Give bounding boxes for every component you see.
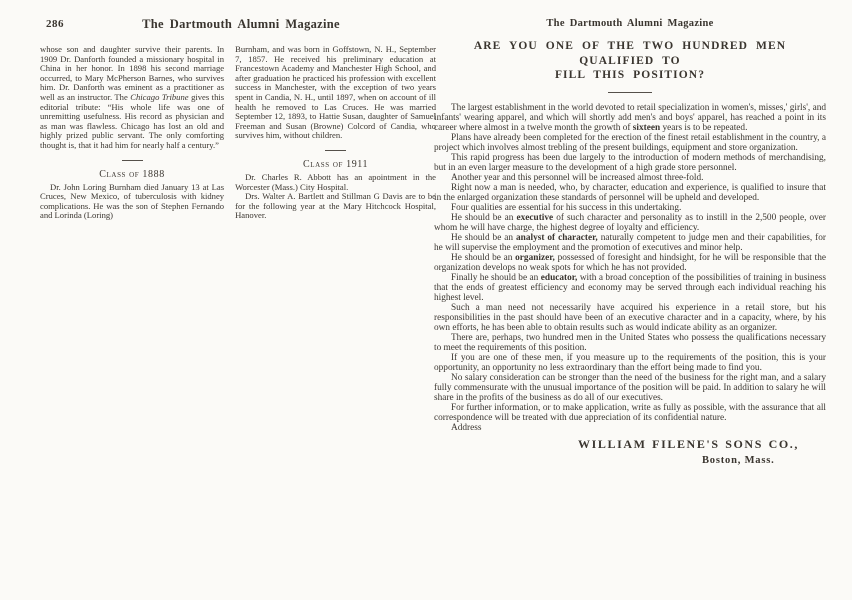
paragraph: No salary consideration can be stronger than the need of the business for the right man, and a salary fully commensurate with the unusual importance of the position will be paid. In addition to salary he will share in the profits of the business as do all of our executives.: [434, 372, 826, 403]
paragraph: He should be an analyst of character, naturally competent to judge men and their capabilities, for he will supervise the employment and the promotion of executives and minor help.: [434, 232, 826, 253]
magazine-title-left: The Dartmouth Alumni Magazine: [142, 17, 340, 31]
magazine-title-right: The Dartmouth Alumni Magazine: [546, 18, 714, 29]
paragraph: Address: [451, 422, 482, 433]
company-city: Boston, Mass.: [702, 454, 775, 466]
paragraph: There are, perhaps, two hundred men in the United States who possess the qualifications necessary to meet the requirements of this position.: [434, 332, 826, 353]
ad-title-line1: ARE YOU ONE OF THE TWO HUNDRED MEN QUALIFIED TO: [473, 40, 787, 67]
class-heading: Class of 1911: [302, 158, 369, 170]
paragraph: whose son and daughter survive their parents. In 1909 Dr. Danforth founded a missionary hospital in China in her honor. In 1898 his second marriage occurred, to Mary McPherson Barnes, who survives him. Dr. Danforth was eminent as a practitioner as well as an instructor. The Chicago Tribune gives this editorial tribute: “His whole life was one of unremitting usefulness. His record as physician and as man was flawless. Chicago has lost an old and highly prized public servant. The only comforting thought is, that it had him for nearly half a century.”: [40, 44, 225, 150]
right-page: [434, 18, 826, 466]
paragraph: This rapid progress has been due largely to the introduction of modern methods of merchandising, but in an even larger measure to the development of a high grade store personnel.: [434, 152, 826, 173]
paragraph: If you are one of these men, if you measure up to the requirements of the position, this is your opportunity, an opportunity no less extraordinary than the effort being made to find you.: [434, 352, 826, 373]
paragraph: Another year and this personnel will be increased almost three-fold.: [451, 172, 704, 183]
left-column-1: [40, 45, 224, 221]
title-divider: [608, 92, 652, 93]
page-number: 286: [46, 18, 64, 30]
paragraph: Drs. Walter A. Bartlett and Stillman G Davis are to be for the following year at the Mary Hitchcock Hospital, Hanover.: [235, 191, 436, 221]
ad-title: [434, 39, 826, 83]
paragraph: He should be an organizer, possessed of foresight and hindsight, for he will be responsible that the organization develops no weak spots for which he has not provided.: [434, 252, 826, 273]
left-page: [30, 14, 436, 221]
class-heading: Class of 1888: [99, 168, 165, 180]
paragraph: Four qualities are essential for his success in this undertaking.: [451, 202, 682, 213]
paragraph: Burnham, and was born in Goffstown, N. H., September 7, 1857. He received his preliminary education at Francestown Academy and Manchester High School, and after graduation he practiced his profession with excellent success in Manchester, with the exception of two years spent in Candia, N. H., until 1897, when on account of ill health he removed to Las Cruces. He was married September 12, 1893, to Hattie Susan, daughter of Samuel Freeman and Susan (Browne) Colcord of Candia, who survives him, without children.: [235, 44, 436, 141]
ad-body: [434, 103, 826, 433]
paragraph: For further information, or to make application, write as fully as possible, with the assurance that all correspondence will be treated with due appreciation of its confidential nature.: [434, 402, 826, 423]
left-column-2: [235, 45, 436, 221]
paragraph: Plans have already been completed for the erection of the finest retail establishment in the country, a project which involves almost trebling of the present buildings, equipment and store organization.: [434, 132, 826, 153]
company-signature: WILLIAM FILENE'S SONS CO.,: [578, 436, 799, 451]
paragraph: The largest establishment in the world devoted to retail specialization in women's, misses,' girls', and infants' wearing apparel, and which will shortly add men's and boys' apparel, has reached a point in its career where almost in a twelve month the growth of sixteen years is to be repeated.: [434, 102, 826, 133]
left-page-header: [30, 14, 436, 36]
section-divider: [122, 160, 143, 161]
paragraph: Right now a man is needed, who, by character, education and experience, is qualified to insure that in the enlarged organization these standards of personnel will be upheld and developed.: [434, 182, 826, 203]
paragraph: He should be an executive of such character and personality as to instill in the 2,500 people, over whom he will have charge, the highest degree of loyalty and efficiency.: [434, 212, 827, 233]
paragraph: Finally he should be an educator, with a broad conception of the possibilities of training in business that the ends of greatest efficiency and economy may be served through each individual reaching his highest level.: [434, 272, 826, 303]
ad-title-line2: FILL THIS POSITION?: [554, 69, 706, 81]
paragraph: Dr. Charles R. Abbott has an apointment in the Worcester (Mass.) City Hospital.: [235, 171, 436, 192]
paragraph: Dr. John Loring Burnham died January 13 at Las Cruces, New Mexico, of tuberculosis with kidney complications. He was the son of Stephen Fernando and Lorinda (Loring): [40, 181, 225, 221]
left-columns: [30, 45, 436, 221]
section-divider: [325, 150, 346, 151]
paragraph: Such a man need not necessarily have acquired his experience in a retail store, but his responsibilities in the past should have been of an executive character and in a capacity, where, by his own efforts, he has been able to obtain results such as would indicate ability as an organizer.: [434, 302, 826, 333]
